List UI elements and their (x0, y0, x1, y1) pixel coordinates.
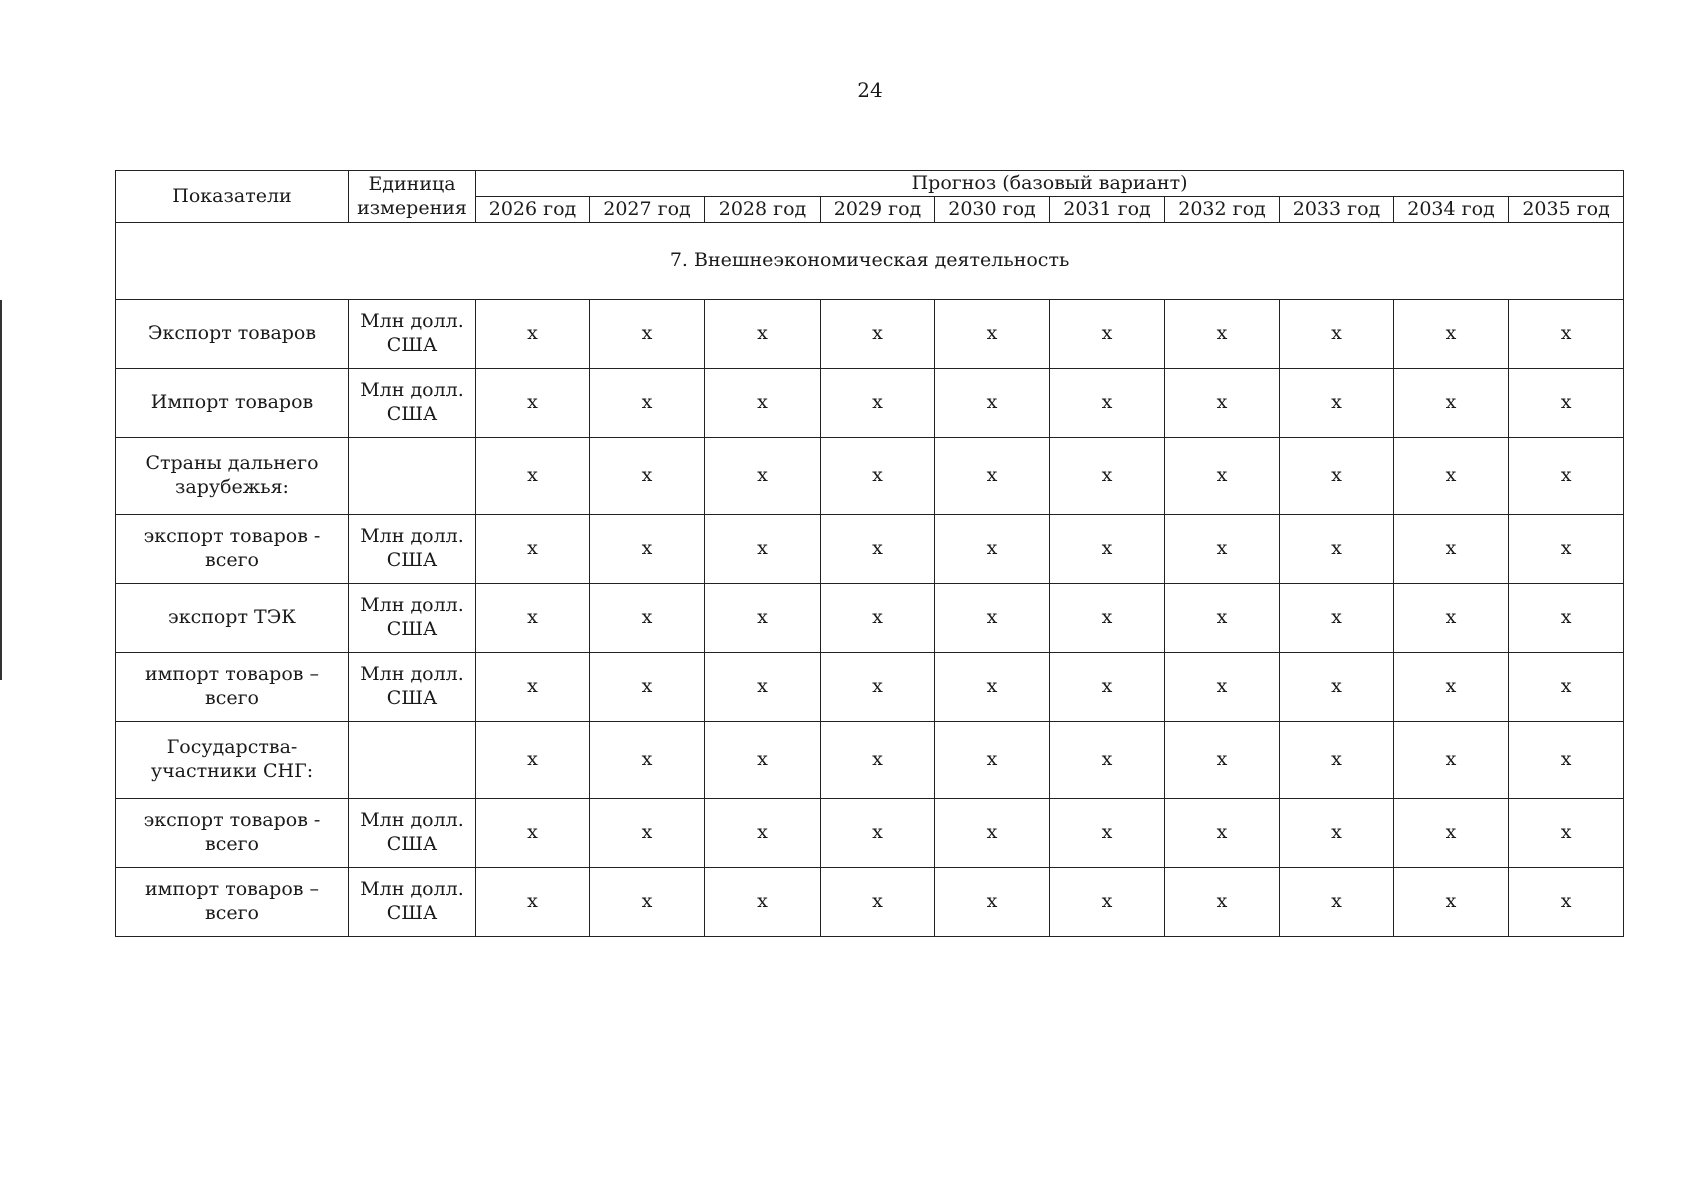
row-value-cell: x (590, 584, 705, 653)
row-value-cell: x (1394, 515, 1509, 584)
row-value-cell: x (821, 653, 935, 722)
row-value-cell: x (1394, 799, 1509, 868)
header-unit: Единица измерения (349, 171, 476, 223)
header-year: 2027 год (590, 197, 705, 223)
row-value-cell: x (590, 369, 705, 438)
table-row (116, 868, 1624, 937)
row-value-cell: x (476, 722, 590, 799)
row-value-cell: x (1509, 722, 1624, 799)
row-indicator-name: Экспорт товаров (116, 300, 349, 369)
section-title: 7. Внешнеэкономическая деятельность (116, 223, 1624, 300)
row-value-cell: x (705, 438, 821, 515)
header-indicators: Показатели (116, 171, 349, 223)
row-value-cell: x (1280, 868, 1394, 937)
row-value-cell: x (1050, 584, 1165, 653)
row-value-cell: x (1165, 515, 1280, 584)
row-indicator-name: экспорт товаров - всего (116, 799, 349, 868)
row-value-cell: x (705, 653, 821, 722)
row-value-cell: x (1280, 584, 1394, 653)
row-value-cell: x (1394, 369, 1509, 438)
row-value-cell: x (705, 722, 821, 799)
row-value-cell: x (1509, 584, 1624, 653)
row-indicator-name: Страны дальнего зарубежья: (116, 438, 349, 515)
row-value-cell: x (935, 584, 1050, 653)
scan-edge (0, 300, 2, 680)
row-value-cell: x (476, 868, 590, 937)
row-value-cell: x (1394, 653, 1509, 722)
row-value-cell: x (1280, 515, 1394, 584)
table-header (116, 171, 1624, 223)
row-value-cell: x (1394, 300, 1509, 369)
row-value-cell: x (1509, 653, 1624, 722)
row-value-cell: x (476, 799, 590, 868)
row-value-cell: x (476, 584, 590, 653)
header-year: 2033 год (1280, 197, 1394, 223)
row-value-cell: x (1394, 584, 1509, 653)
row-value-cell: x (1509, 515, 1624, 584)
row-value-cell: x (821, 799, 935, 868)
row-value-cell: x (935, 300, 1050, 369)
row-value-cell: x (1280, 369, 1394, 438)
row-value-cell: x (476, 515, 590, 584)
row-value-cell: x (821, 369, 935, 438)
header-year: 2028 год (705, 197, 821, 223)
row-value-cell: x (705, 515, 821, 584)
row-value-cell: x (935, 369, 1050, 438)
row-value-cell: x (476, 300, 590, 369)
row-value-cell: x (821, 300, 935, 369)
header-year: 2034 год (1394, 197, 1509, 223)
table-row (116, 369, 1624, 438)
row-unit: Млн долл. США (349, 300, 476, 369)
row-value-cell: x (1165, 722, 1280, 799)
header-year: 2035 год (1509, 197, 1624, 223)
row-value-cell: x (1165, 369, 1280, 438)
row-value-cell: x (1165, 438, 1280, 515)
row-unit: Млн долл. США (349, 799, 476, 868)
row-indicator-name: импорт товаров – всего (116, 868, 349, 937)
row-indicator-name: экспорт товаров - всего (116, 515, 349, 584)
header-forecast: Прогноз (базовый вариант) (476, 171, 1624, 197)
table-row (116, 438, 1624, 515)
forecast-table (115, 170, 1624, 937)
row-value-cell: x (1394, 722, 1509, 799)
row-value-cell: x (821, 438, 935, 515)
page-number: 24 (857, 78, 883, 102)
table-row (116, 722, 1624, 799)
row-value-cell: x (1050, 653, 1165, 722)
row-value-cell: x (1509, 300, 1624, 369)
row-value-cell: x (705, 300, 821, 369)
row-value-cell: x (1050, 369, 1165, 438)
row-value-cell: x (1050, 515, 1165, 584)
row-value-cell: x (1509, 438, 1624, 515)
row-value-cell: x (590, 300, 705, 369)
row-unit: Млн долл. США (349, 515, 476, 584)
row-value-cell: x (1394, 868, 1509, 937)
header-year: 2029 год (821, 197, 935, 223)
row-value-cell: x (590, 653, 705, 722)
row-value-cell: x (590, 438, 705, 515)
row-value-cell: x (590, 515, 705, 584)
row-indicator-name: экспорт ТЭК (116, 584, 349, 653)
header-year: 2030 год (935, 197, 1050, 223)
table-row (116, 515, 1624, 584)
row-value-cell: x (590, 799, 705, 868)
row-value-cell: x (476, 369, 590, 438)
row-value-cell: x (935, 722, 1050, 799)
row-value-cell: x (476, 438, 590, 515)
row-value-cell: x (1165, 868, 1280, 937)
row-unit: Млн долл. США (349, 369, 476, 438)
row-value-cell: x (1280, 300, 1394, 369)
row-value-cell: x (705, 799, 821, 868)
row-value-cell: x (590, 868, 705, 937)
row-value-cell: x (821, 515, 935, 584)
row-value-cell: x (935, 799, 1050, 868)
table-row (116, 300, 1624, 369)
row-value-cell: x (1165, 653, 1280, 722)
row-value-cell: x (1165, 584, 1280, 653)
row-value-cell: x (821, 722, 935, 799)
row-value-cell: x (476, 653, 590, 722)
row-value-cell: x (821, 584, 935, 653)
row-value-cell: x (1165, 300, 1280, 369)
row-value-cell: x (821, 868, 935, 937)
row-value-cell: x (1050, 438, 1165, 515)
row-value-cell: x (1050, 722, 1165, 799)
row-indicator-name: Импорт товаров (116, 369, 349, 438)
row-indicator-name: Государства-участники СНГ: (116, 722, 349, 799)
row-value-cell: x (705, 584, 821, 653)
row-value-cell: x (1050, 868, 1165, 937)
row-value-cell: x (1050, 799, 1165, 868)
row-value-cell: x (590, 722, 705, 799)
header-year: 2032 год (1165, 197, 1280, 223)
header-year: 2031 год (1050, 197, 1165, 223)
table-row (116, 799, 1624, 868)
row-indicator-name: импорт товаров – всего (116, 653, 349, 722)
row-value-cell: x (935, 515, 1050, 584)
row-value-cell: x (1280, 799, 1394, 868)
row-value-cell: x (1280, 653, 1394, 722)
row-unit (349, 438, 476, 515)
section-row (116, 223, 1624, 300)
row-value-cell: x (1509, 868, 1624, 937)
table-row (116, 653, 1624, 722)
row-value-cell: x (1394, 438, 1509, 515)
row-value-cell: x (935, 438, 1050, 515)
row-value-cell: x (1050, 300, 1165, 369)
row-unit: Млн долл. США (349, 584, 476, 653)
row-value-cell: x (705, 369, 821, 438)
table-body (116, 223, 1624, 937)
row-value-cell: x (1165, 799, 1280, 868)
row-unit (349, 722, 476, 799)
row-unit: Млн долл. США (349, 653, 476, 722)
row-value-cell: x (1280, 438, 1394, 515)
row-unit: Млн долл. США (349, 868, 476, 937)
row-value-cell: x (1509, 799, 1624, 868)
header-year: 2026 год (476, 197, 590, 223)
row-value-cell: x (1280, 722, 1394, 799)
table-row (116, 584, 1624, 653)
row-value-cell: x (935, 653, 1050, 722)
row-value-cell: x (1509, 369, 1624, 438)
row-value-cell: x (935, 868, 1050, 937)
row-value-cell: x (705, 868, 821, 937)
